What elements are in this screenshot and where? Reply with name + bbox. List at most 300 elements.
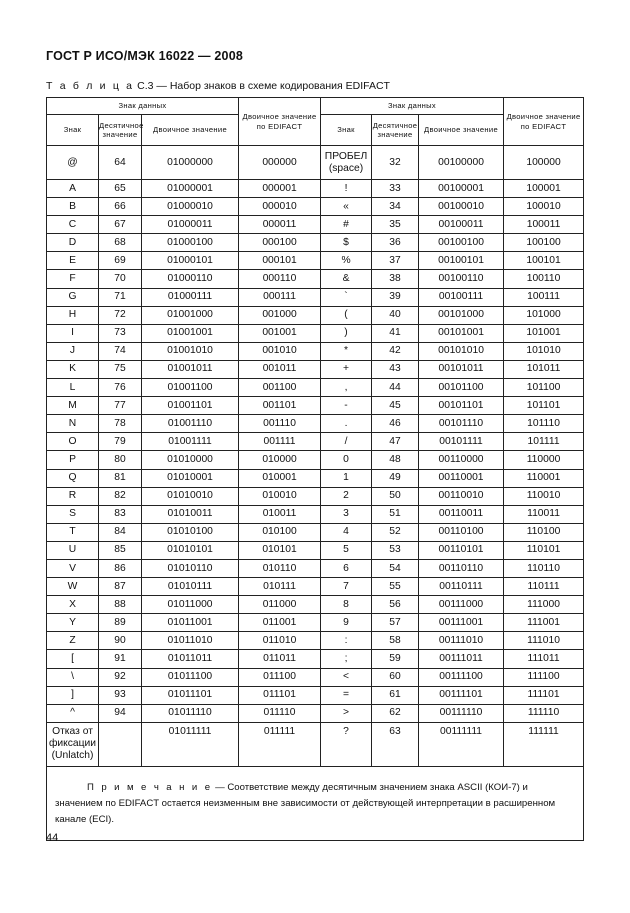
cell-decimal-left: 72 — [99, 306, 142, 324]
cell-binary-right: 00110100 — [419, 523, 504, 541]
table-row — [47, 324, 584, 342]
cell-char-left: V — [47, 559, 99, 577]
cell-decimal-right: 36 — [372, 234, 419, 252]
cell-char-left: N — [47, 415, 99, 433]
cell-char-right: , — [321, 379, 372, 397]
cell-char-right: ) — [321, 324, 372, 342]
table-caption — [46, 80, 390, 92]
cell-decimal-left: 88 — [99, 596, 142, 614]
cell-edifact-right: 100011 — [504, 216, 584, 234]
cell-char-right: 7 — [321, 578, 372, 596]
cell-binary-right: 00111010 — [419, 632, 504, 650]
table-row — [47, 487, 584, 505]
cell-char-left: U — [47, 541, 99, 559]
cell-edifact-right: 100001 — [504, 180, 584, 198]
note-label: П р и м е ч а н и е — [87, 781, 213, 793]
table-row — [47, 469, 584, 487]
cell-edifact-right: 110010 — [504, 487, 584, 505]
cell-decimal-right: 39 — [372, 288, 419, 306]
header-decimal-right: Десятичное значение — [372, 115, 419, 146]
cell-decimal-right: 63 — [372, 722, 419, 766]
header-binary-right: Двоичное значение — [419, 115, 504, 146]
table-row — [47, 668, 584, 686]
cell-binary-left: 01010110 — [142, 559, 239, 577]
cell-edifact-left: 001011 — [239, 360, 321, 378]
cell-decimal-left: 89 — [99, 614, 142, 632]
cell-decimal-right: 61 — [372, 686, 419, 704]
cell-binary-right: 00101000 — [419, 306, 504, 324]
cell-decimal-right: 54 — [372, 559, 419, 577]
cell-decimal-left: 92 — [99, 668, 142, 686]
cell-char-left: H — [47, 306, 99, 324]
header-row-groups — [47, 98, 584, 115]
cell-edifact-right: 110110 — [504, 559, 584, 577]
cell-edifact-right: 101111 — [504, 433, 584, 451]
cell-char-right: % — [321, 252, 372, 270]
cell-edifact-left: 010101 — [239, 541, 321, 559]
cell-binary-left: 01000000 — [142, 146, 239, 180]
cell-binary-right: 00111110 — [419, 704, 504, 722]
cell-char-left: Q — [47, 469, 99, 487]
table-body — [47, 146, 584, 767]
cell-char-left: I — [47, 324, 99, 342]
cell-binary-left: 01001101 — [142, 397, 239, 415]
cell-binary-left: 01010000 — [142, 451, 239, 469]
cell-binary-right: 00101110 — [419, 415, 504, 433]
cell-edifact-left: 001010 — [239, 342, 321, 360]
table-row — [47, 234, 584, 252]
table-row — [47, 379, 584, 397]
header-binary-left: Двоичное значение — [142, 115, 239, 146]
cell-binary-left: 01011010 — [142, 632, 239, 650]
cell-char-left: F — [47, 270, 99, 288]
cell-binary-left: 01000010 — [142, 198, 239, 216]
cell-decimal-right: 43 — [372, 360, 419, 378]
cell-edifact-right: 111111 — [504, 722, 584, 766]
table-row — [47, 433, 584, 451]
table-row — [47, 722, 584, 766]
cell-binary-right: 00100001 — [419, 180, 504, 198]
cell-char-right: < — [321, 668, 372, 686]
cell-char-left: P — [47, 451, 99, 469]
cell-edifact-right: 111010 — [504, 632, 584, 650]
table-note — [47, 766, 584, 840]
cell-char-left: G — [47, 288, 99, 306]
cell-decimal-left: 86 — [99, 559, 142, 577]
cell-char-left: ^ — [47, 704, 99, 722]
cell-decimal-left: 76 — [99, 379, 142, 397]
cell-edifact-left: 000100 — [239, 234, 321, 252]
cell-binary-left: 01011100 — [142, 668, 239, 686]
cell-decimal-left — [99, 722, 142, 766]
cell-binary-left: 01000001 — [142, 180, 239, 198]
cell-decimal-right: 50 — [372, 487, 419, 505]
caption-number: С.3 — [137, 80, 154, 92]
cell-char-left: @ — [47, 146, 99, 180]
cell-binary-right: 00110000 — [419, 451, 504, 469]
table-row — [47, 360, 584, 378]
table-row — [47, 523, 584, 541]
cell-edifact-right: 111110 — [504, 704, 584, 722]
cell-edifact-right: 111100 — [504, 668, 584, 686]
cell-decimal-left: 94 — [99, 704, 142, 722]
cell-binary-right: 00111111 — [419, 722, 504, 766]
table-row — [47, 596, 584, 614]
cell-char-right: 2 — [321, 487, 372, 505]
cell-edifact-left: 011011 — [239, 650, 321, 668]
cell-edifact-right: 101011 — [504, 360, 584, 378]
cell-edifact-right: 100100 — [504, 234, 584, 252]
cell-binary-left: 01001011 — [142, 360, 239, 378]
cell-edifact-right: 110001 — [504, 469, 584, 487]
table-row — [47, 397, 584, 415]
cell-binary-left: 01010001 — [142, 469, 239, 487]
cell-decimal-right: 33 — [372, 180, 419, 198]
cell-decimal-right: 38 — [372, 270, 419, 288]
header-decimal-left: Десятичное значение — [99, 115, 142, 146]
table-row — [47, 704, 584, 722]
cell-binary-left: 01001111 — [142, 433, 239, 451]
cell-char-left: Отказ от фиксации (Unlatch) — [47, 722, 99, 766]
cell-decimal-right: 60 — [372, 668, 419, 686]
cell-edifact-right: 101100 — [504, 379, 584, 397]
page-number: 44 — [46, 832, 59, 844]
cell-char-right: ` — [321, 288, 372, 306]
cell-binary-left: 01001100 — [142, 379, 239, 397]
cell-char-right: ! — [321, 180, 372, 198]
cell-edifact-left: 001001 — [239, 324, 321, 342]
cell-char-right: 9 — [321, 614, 372, 632]
cell-decimal-right: 59 — [372, 650, 419, 668]
cell-char-right: : — [321, 632, 372, 650]
cell-char-left: T — [47, 523, 99, 541]
cell-decimal-left: 90 — [99, 632, 142, 650]
cell-edifact-left: 001111 — [239, 433, 321, 451]
cell-decimal-left: 73 — [99, 324, 142, 342]
cell-char-right: 1 — [321, 469, 372, 487]
cell-char-left: O — [47, 433, 99, 451]
table-row — [47, 614, 584, 632]
cell-decimal-right: 56 — [372, 596, 419, 614]
cell-char-left: C — [47, 216, 99, 234]
cell-edifact-right: 100101 — [504, 252, 584, 270]
cell-edifact-left: 010011 — [239, 505, 321, 523]
cell-binary-right: 00101010 — [419, 342, 504, 360]
cell-decimal-right: 45 — [372, 397, 419, 415]
table-row — [47, 578, 584, 596]
cell-decimal-left: 79 — [99, 433, 142, 451]
cell-char-left: ] — [47, 686, 99, 704]
cell-edifact-left: 010100 — [239, 523, 321, 541]
cell-binary-right: 00110110 — [419, 559, 504, 577]
cell-decimal-right: 44 — [372, 379, 419, 397]
cell-binary-left: 01000111 — [142, 288, 239, 306]
cell-char-right: $ — [321, 234, 372, 252]
cell-edifact-left: 001101 — [239, 397, 321, 415]
cell-char-left: L — [47, 379, 99, 397]
cell-binary-right: 00111000 — [419, 596, 504, 614]
cell-binary-left: 01011000 — [142, 596, 239, 614]
cell-char-right: ? — [321, 722, 372, 766]
cell-binary-left: 01010100 — [142, 523, 239, 541]
table-row — [47, 559, 584, 577]
cell-edifact-left: 000001 — [239, 180, 321, 198]
cell-edifact-right: 110000 — [504, 451, 584, 469]
cell-char-right: ( — [321, 306, 372, 324]
cell-edifact-right: 101000 — [504, 306, 584, 324]
cell-binary-left: 01001001 — [142, 324, 239, 342]
cell-binary-right: 00100101 — [419, 252, 504, 270]
cell-char-right: = — [321, 686, 372, 704]
cell-binary-right: 00101001 — [419, 324, 504, 342]
cell-char-left: S — [47, 505, 99, 523]
note-row — [47, 766, 584, 840]
cell-decimal-left: 66 — [99, 198, 142, 216]
cell-edifact-left: 010110 — [239, 559, 321, 577]
cell-decimal-right: 62 — [372, 704, 419, 722]
cell-binary-right: 00110001 — [419, 469, 504, 487]
cell-edifact-right: 110100 — [504, 523, 584, 541]
cell-decimal-left: 80 — [99, 451, 142, 469]
cell-edifact-left: 010000 — [239, 451, 321, 469]
cell-decimal-right: 58 — [372, 632, 419, 650]
cell-char-left: R — [47, 487, 99, 505]
cell-binary-left: 01000100 — [142, 234, 239, 252]
cell-edifact-left: 011110 — [239, 704, 321, 722]
table-row — [47, 146, 584, 180]
cell-binary-right: 00100110 — [419, 270, 504, 288]
cell-edifact-right: 101101 — [504, 397, 584, 415]
table-row — [47, 632, 584, 650]
cell-char-right: . — [321, 415, 372, 433]
cell-decimal-left: 65 — [99, 180, 142, 198]
cell-edifact-right: 101110 — [504, 415, 584, 433]
cell-edifact-left: 000111 — [239, 288, 321, 306]
cell-edifact-right: 111101 — [504, 686, 584, 704]
cell-char-right: # — [321, 216, 372, 234]
table-row — [47, 686, 584, 704]
cell-decimal-left: 93 — [99, 686, 142, 704]
cell-char-left: B — [47, 198, 99, 216]
cell-binary-left: 01001010 — [142, 342, 239, 360]
cell-decimal-right: 42 — [372, 342, 419, 360]
cell-binary-left: 01011101 — [142, 686, 239, 704]
cell-edifact-right: 100010 — [504, 198, 584, 216]
cell-binary-left: 01001110 — [142, 415, 239, 433]
cell-decimal-right: 49 — [372, 469, 419, 487]
cell-binary-left: 01010010 — [142, 487, 239, 505]
table-row — [47, 541, 584, 559]
cell-binary-right: 00100111 — [419, 288, 504, 306]
header-char-left: Знак — [47, 115, 99, 146]
cell-edifact-left: 011101 — [239, 686, 321, 704]
cell-char-left: E — [47, 252, 99, 270]
cell-decimal-left: 83 — [99, 505, 142, 523]
cell-char-left: Z — [47, 632, 99, 650]
cell-binary-right: 00111101 — [419, 686, 504, 704]
cell-binary-left: 01001000 — [142, 306, 239, 324]
cell-char-right: & — [321, 270, 372, 288]
cell-binary-left: 01011001 — [142, 614, 239, 632]
table-row — [47, 451, 584, 469]
cell-decimal-left: 74 — [99, 342, 142, 360]
cell-binary-right: 00110011 — [419, 505, 504, 523]
cell-binary-right: 00101111 — [419, 433, 504, 451]
cell-binary-left: 01010111 — [142, 578, 239, 596]
cell-char-right: 3 — [321, 505, 372, 523]
cell-decimal-left: 75 — [99, 360, 142, 378]
cell-edifact-right: 111000 — [504, 596, 584, 614]
cell-decimal-right: 52 — [372, 523, 419, 541]
note-text: — Соответствие между десятичным значением знака ASCII (КОИ-7) и значением по EDIFACT остается неизменным вне зависимости от действующей интерпретации в расширенном канале (ECI). — [55, 781, 556, 825]
header-char-right: Знак — [321, 115, 372, 146]
cell-decimal-left: 87 — [99, 578, 142, 596]
cell-binary-left: 01011110 — [142, 704, 239, 722]
edifact-charset-table — [46, 97, 584, 841]
cell-decimal-right: 57 — [372, 614, 419, 632]
cell-char-right: > — [321, 704, 372, 722]
cell-edifact-right: 110011 — [504, 505, 584, 523]
cell-decimal-left: 70 — [99, 270, 142, 288]
cell-binary-right: 00110111 — [419, 578, 504, 596]
table-row — [47, 198, 584, 216]
cell-decimal-right: 48 — [372, 451, 419, 469]
cell-decimal-right: 35 — [372, 216, 419, 234]
header-binary-value-left: Двоичное значение по EDIFACT — [239, 98, 321, 146]
cell-edifact-left: 011100 — [239, 668, 321, 686]
cell-char-right: - — [321, 397, 372, 415]
cell-decimal-left: 81 — [99, 469, 142, 487]
cell-binary-left: 01010011 — [142, 505, 239, 523]
header-data-char-right: Знак данных — [321, 98, 504, 115]
cell-decimal-right: 53 — [372, 541, 419, 559]
cell-edifact-left: 001000 — [239, 306, 321, 324]
cell-binary-right: 00111100 — [419, 668, 504, 686]
caption-label: Т а б л и ц а — [46, 80, 135, 92]
cell-binary-right: 00111011 — [419, 650, 504, 668]
table-row — [47, 342, 584, 360]
cell-edifact-left: 000011 — [239, 216, 321, 234]
cell-decimal-right: 34 — [372, 198, 419, 216]
cell-decimal-right: 47 — [372, 433, 419, 451]
cell-decimal-left: 85 — [99, 541, 142, 559]
cell-decimal-left: 77 — [99, 397, 142, 415]
cell-decimal-left: 67 — [99, 216, 142, 234]
cell-edifact-right: 101001 — [504, 324, 584, 342]
cell-edifact-left: 010111 — [239, 578, 321, 596]
cell-binary-right: 00100100 — [419, 234, 504, 252]
cell-edifact-left: 001110 — [239, 415, 321, 433]
cell-decimal-left: 78 — [99, 415, 142, 433]
header-data-char-left: Знак данных — [47, 98, 239, 115]
cell-edifact-left: 011010 — [239, 632, 321, 650]
cell-char-right: « — [321, 198, 372, 216]
cell-edifact-right: 100000 — [504, 146, 584, 180]
table-row — [47, 415, 584, 433]
cell-edifact-left: 000101 — [239, 252, 321, 270]
table-row — [47, 216, 584, 234]
cell-char-right: 4 — [321, 523, 372, 541]
cell-char-right: / — [321, 433, 372, 451]
cell-char-left: X — [47, 596, 99, 614]
cell-edifact-right: 111001 — [504, 614, 584, 632]
cell-char-right: + — [321, 360, 372, 378]
cell-char-right: 5 — [321, 541, 372, 559]
cell-decimal-left: 64 — [99, 146, 142, 180]
cell-char-right: 6 — [321, 559, 372, 577]
cell-edifact-left: 010010 — [239, 487, 321, 505]
cell-decimal-right: 41 — [372, 324, 419, 342]
cell-edifact-left: 000010 — [239, 198, 321, 216]
cell-edifact-right: 101010 — [504, 342, 584, 360]
cell-decimal-right: 40 — [372, 306, 419, 324]
document-header: ГОСТ Р ИСО/МЭК 16022 — 2008 — [46, 49, 243, 63]
cell-char-right: ПРОБЕЛ (space) — [321, 146, 372, 180]
cell-char-left: \ — [47, 668, 99, 686]
cell-char-left: Y — [47, 614, 99, 632]
cell-decimal-right: 46 — [372, 415, 419, 433]
cell-decimal-left: 84 — [99, 523, 142, 541]
cell-edifact-right: 110111 — [504, 578, 584, 596]
cell-binary-left: 01000101 — [142, 252, 239, 270]
cell-char-left: M — [47, 397, 99, 415]
cell-char-left: A — [47, 180, 99, 198]
cell-char-left: D — [47, 234, 99, 252]
cell-decimal-right: 32 — [372, 146, 419, 180]
cell-edifact-left: 001100 — [239, 379, 321, 397]
caption-text: — Набор знаков в схеме кодирования EDIFACT — [156, 80, 390, 92]
cell-binary-left: 01010101 — [142, 541, 239, 559]
cell-edifact-right: 111011 — [504, 650, 584, 668]
table-row — [47, 288, 584, 306]
cell-binary-right: 00100000 — [419, 146, 504, 180]
cell-binary-right: 00110010 — [419, 487, 504, 505]
cell-decimal-right: 37 — [372, 252, 419, 270]
cell-binary-right: 00101100 — [419, 379, 504, 397]
cell-decimal-left: 71 — [99, 288, 142, 306]
cell-binary-right: 00101101 — [419, 397, 504, 415]
cell-binary-right: 00100011 — [419, 216, 504, 234]
cell-decimal-left: 68 — [99, 234, 142, 252]
cell-binary-left: 01000011 — [142, 216, 239, 234]
cell-char-right: 0 — [321, 451, 372, 469]
cell-decimal-left: 91 — [99, 650, 142, 668]
cell-edifact-left: 000000 — [239, 146, 321, 180]
cell-edifact-right: 100111 — [504, 288, 584, 306]
cell-char-right: * — [321, 342, 372, 360]
cell-binary-left: 01011111 — [142, 722, 239, 766]
cell-edifact-right: 110101 — [504, 541, 584, 559]
cell-binary-right: 00110101 — [419, 541, 504, 559]
cell-binary-left: 01000110 — [142, 270, 239, 288]
cell-binary-left: 01011011 — [142, 650, 239, 668]
table-row — [47, 270, 584, 288]
cell-char-right: ; — [321, 650, 372, 668]
cell-edifact-left: 011000 — [239, 596, 321, 614]
cell-binary-right: 00101011 — [419, 360, 504, 378]
cell-decimal-left: 69 — [99, 252, 142, 270]
table-row — [47, 306, 584, 324]
cell-char-left: J — [47, 342, 99, 360]
cell-edifact-left: 011001 — [239, 614, 321, 632]
cell-binary-right: 00111001 — [419, 614, 504, 632]
cell-edifact-left: 011111 — [239, 722, 321, 766]
cell-binary-right: 00100010 — [419, 198, 504, 216]
cell-edifact-left: 010001 — [239, 469, 321, 487]
cell-char-left: W — [47, 578, 99, 596]
table-row — [47, 180, 584, 198]
table-row — [47, 252, 584, 270]
